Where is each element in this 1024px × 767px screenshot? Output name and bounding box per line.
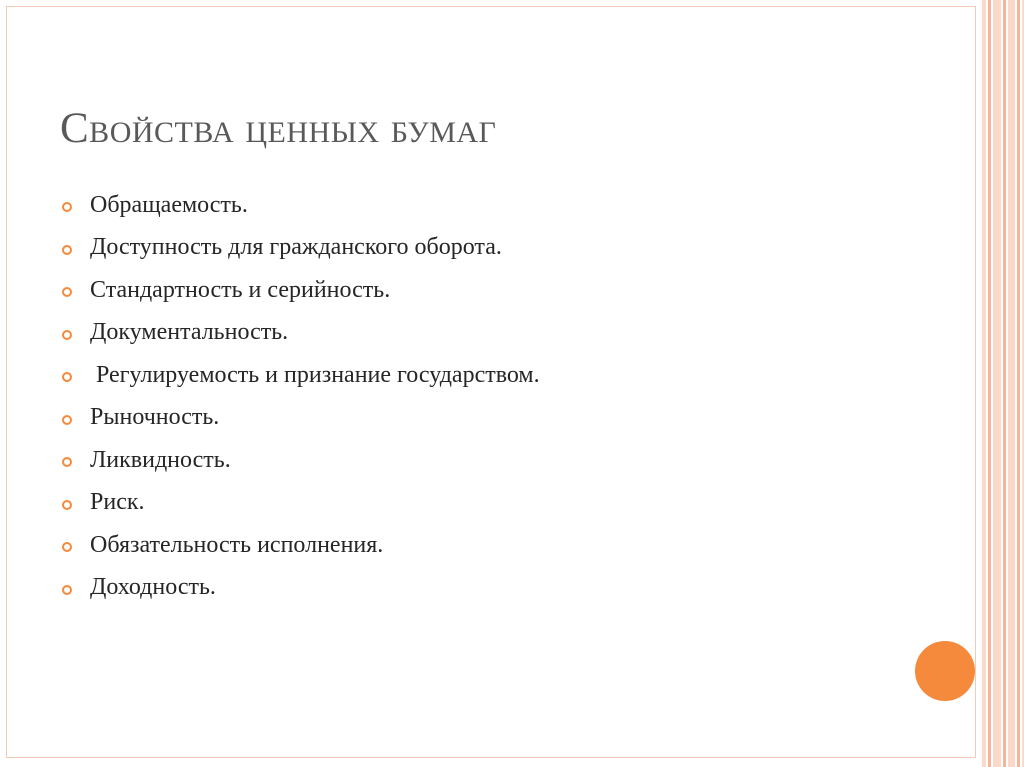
bullet-item — [62, 439, 540, 482]
bullet-list — [62, 184, 540, 609]
bullet-item — [62, 354, 540, 397]
stripe — [1017, 0, 1020, 767]
bullet-item — [62, 184, 540, 227]
circle-bullet-icon — [62, 415, 72, 425]
bullet-text: Регулируемость и признание государством. — [90, 361, 540, 388]
decorative-stripes — [982, 0, 1024, 767]
slide-title: Свойства ценных бумаг — [60, 105, 497, 152]
circle-bullet-icon — [62, 202, 72, 212]
circle-bullet-icon — [62, 457, 72, 467]
circle-bullet-icon — [62, 500, 72, 510]
bullet-item — [62, 567, 540, 610]
circle-bullet-icon — [62, 245, 72, 255]
stripe — [982, 0, 986, 767]
stripe — [993, 0, 1001, 767]
stripe — [988, 0, 991, 767]
circle-bullet-icon — [62, 287, 72, 297]
circle-bullet-icon — [62, 330, 72, 340]
bullet-item — [62, 482, 540, 525]
decorative-circle — [915, 641, 975, 701]
bullet-text: Обязательность исполнения. — [90, 531, 384, 558]
bullet-item — [62, 269, 540, 312]
bullet-text: Рыночность. — [90, 404, 220, 431]
bullet-text: Риск. — [90, 489, 145, 516]
bullet-text: Доступность для гражданского оборота. — [90, 234, 502, 261]
bullet-text: Стандартность и серийность. — [90, 276, 391, 303]
bullet-text: Ликвидность. — [90, 446, 231, 473]
bullet-item — [62, 524, 540, 567]
bullet-text: Обращаемость. — [90, 191, 248, 218]
bullet-item — [62, 312, 540, 355]
bullet-item — [62, 397, 540, 440]
stripe — [1008, 0, 1015, 767]
bullet-item — [62, 227, 540, 270]
bullet-text: Документальность. — [90, 319, 289, 346]
circle-bullet-icon — [62, 585, 72, 595]
bullet-text: Доходность. — [90, 574, 216, 601]
circle-bullet-icon — [62, 372, 72, 382]
stripe — [1003, 0, 1006, 767]
circle-bullet-icon — [62, 542, 72, 552]
